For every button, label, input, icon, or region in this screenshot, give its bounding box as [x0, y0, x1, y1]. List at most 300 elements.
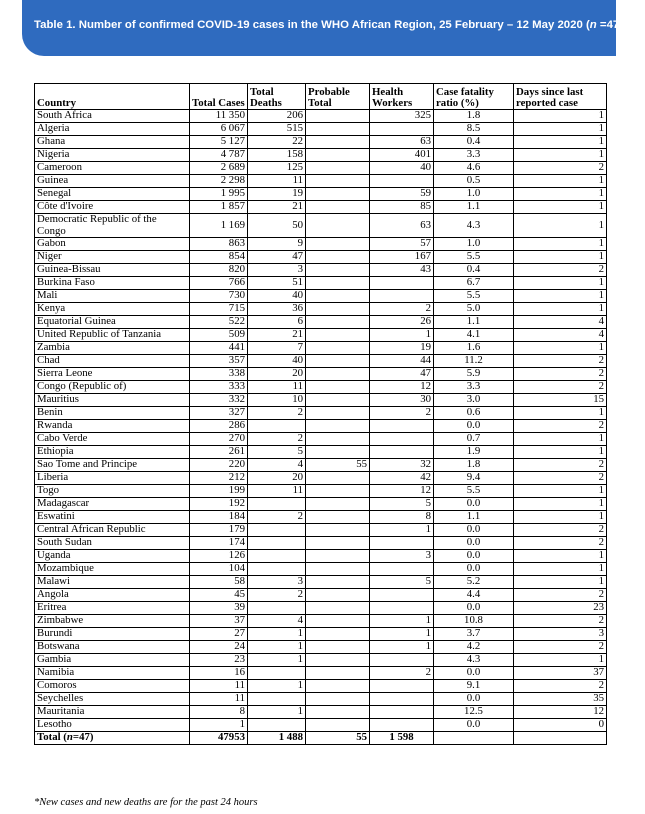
cell-country: Liberia	[35, 472, 190, 485]
cell-country: United Republic of Tanzania	[35, 329, 190, 342]
table-total-row	[35, 732, 607, 745]
cell-health-workers	[370, 563, 434, 576]
cell-country: Cameroon	[35, 162, 190, 175]
cell-days-since-last-case: 12	[514, 706, 607, 719]
covid-cases-table	[34, 83, 607, 745]
cell-country: Ghana	[35, 136, 190, 149]
cell-case-fatality-ratio: 0.0	[434, 537, 514, 550]
cell-case-fatality-ratio: 3.3	[434, 381, 514, 394]
cell-total-cases: 174	[190, 537, 248, 550]
cell-days-since-last-case: 1	[514, 277, 607, 290]
cell-probable-total	[306, 680, 370, 693]
cell-probable-total	[306, 654, 370, 667]
table-title: Table 1. Number of confirmed COVID-19 cases in the WHO African Region, 25 February – 12 May 2020 (n =47 953)	[34, 19, 645, 31]
header-total-deaths: Total Deaths	[248, 84, 306, 110]
cell-health-workers: 12	[370, 381, 434, 394]
table-row	[35, 433, 607, 446]
cell-total-deaths: 36	[248, 303, 306, 316]
cell-probable-total	[306, 329, 370, 342]
cell-probable-total	[306, 628, 370, 641]
header-probable-total: Probable Total	[306, 84, 370, 110]
cell-case-fatality-ratio: 5.5	[434, 290, 514, 303]
cell-probable-total	[306, 407, 370, 420]
cell-case-fatality-ratio: 8.5	[434, 123, 514, 136]
cell-country: Mozambique	[35, 563, 190, 576]
cell-total-cases: 24	[190, 641, 248, 654]
cell-total-cases: 4 787	[190, 149, 248, 162]
cell-country: Namibia	[35, 667, 190, 680]
cell-days-since-last-case: 1	[514, 201, 607, 214]
cell-total-deaths: 1	[248, 706, 306, 719]
cell-days-since-last-case: 2	[514, 368, 607, 381]
cell-case-fatality-ratio: 11.2	[434, 355, 514, 368]
cell-health-workers	[370, 693, 434, 706]
cell-total-cases: 5 127	[190, 136, 248, 149]
cell-case-fatality-ratio: 0.0	[434, 693, 514, 706]
cell-total-cases: 184	[190, 511, 248, 524]
cell-days-since-last-case: 1	[514, 303, 607, 316]
table-row	[35, 355, 607, 368]
cases-table-container	[34, 83, 606, 745]
cell-health-workers: 5	[370, 576, 434, 589]
cell-total-cases: 327	[190, 407, 248, 420]
cell-probable-total	[306, 602, 370, 615]
cell-health-workers: 44	[370, 355, 434, 368]
cell-health-workers: 40	[370, 162, 434, 175]
cell-country: Sierra Leone	[35, 368, 190, 381]
cell-probable-total	[306, 214, 370, 238]
cell-total-cases: 126	[190, 550, 248, 563]
cell-country: Madagascar	[35, 498, 190, 511]
cell-health-workers	[370, 420, 434, 433]
cell-health-workers	[370, 290, 434, 303]
cell-country: Central African Republic	[35, 524, 190, 537]
table-row	[35, 407, 607, 420]
cell-total-deaths: 4	[248, 459, 306, 472]
cell-case-fatality-ratio: 0.0	[434, 550, 514, 563]
cell-case-fatality-ratio: 1.0	[434, 188, 514, 201]
cell-total-deaths: 3	[248, 576, 306, 589]
cell-case-fatality-ratio: 0.0	[434, 719, 514, 732]
cell-probable-total	[306, 472, 370, 485]
table-header-row	[35, 84, 607, 110]
cell-probable-total	[306, 511, 370, 524]
cell-total-deaths: 3	[248, 264, 306, 277]
cell-total-cases: 854	[190, 251, 248, 264]
cell-total-cases: 179	[190, 524, 248, 537]
cell-health-workers: 63	[370, 136, 434, 149]
cell-case-fatality-ratio: 0.0	[434, 563, 514, 576]
cell-health-workers: 2	[370, 407, 434, 420]
total-deaths: 1 488	[248, 732, 306, 745]
cell-probable-total: 55	[306, 459, 370, 472]
cell-days-since-last-case: 1	[514, 136, 607, 149]
cell-days-since-last-case: 3	[514, 628, 607, 641]
table-row	[35, 654, 607, 667]
table-row	[35, 693, 607, 706]
cell-days-since-last-case: 2	[514, 615, 607, 628]
cell-probable-total	[306, 149, 370, 162]
cell-country: Cabo Verde	[35, 433, 190, 446]
table-row	[35, 706, 607, 719]
cell-days-since-last-case: 1	[514, 563, 607, 576]
cell-total-cases: 357	[190, 355, 248, 368]
cell-health-workers: 1	[370, 641, 434, 654]
cell-total-deaths: 9	[248, 238, 306, 251]
cell-total-deaths	[248, 550, 306, 563]
cell-total-cases: 37	[190, 615, 248, 628]
cell-days-since-last-case: 1	[514, 110, 607, 123]
cell-days-since-last-case: 2	[514, 459, 607, 472]
total-days-since	[514, 732, 607, 745]
cell-case-fatality-ratio: 1.6	[434, 342, 514, 355]
cell-total-deaths	[248, 420, 306, 433]
cell-country: Nigeria	[35, 149, 190, 162]
cell-country: Equatorial Guinea	[35, 316, 190, 329]
cell-probable-total	[306, 303, 370, 316]
cell-total-deaths: 206	[248, 110, 306, 123]
cell-country: Eritrea	[35, 602, 190, 615]
cell-probable-total	[306, 394, 370, 407]
cell-probable-total	[306, 201, 370, 214]
cell-case-fatality-ratio: 1.1	[434, 511, 514, 524]
cell-probable-total	[306, 188, 370, 201]
cell-days-since-last-case: 1	[514, 175, 607, 188]
cell-days-since-last-case: 2	[514, 472, 607, 485]
cell-days-since-last-case: 1	[514, 498, 607, 511]
cell-health-workers: 5	[370, 498, 434, 511]
cell-total-deaths: 20	[248, 472, 306, 485]
cell-case-fatality-ratio: 1.8	[434, 459, 514, 472]
cell-country: Gabon	[35, 238, 190, 251]
cell-total-deaths	[248, 602, 306, 615]
cell-probable-total	[306, 342, 370, 355]
cell-country: Zambia	[35, 342, 190, 355]
cell-health-workers	[370, 446, 434, 459]
cell-days-since-last-case: 1	[514, 238, 607, 251]
cell-total-deaths: 158	[248, 149, 306, 162]
cell-total-cases: 261	[190, 446, 248, 459]
table-row	[35, 201, 607, 214]
cell-total-cases: 286	[190, 420, 248, 433]
cell-health-workers	[370, 680, 434, 693]
cell-probable-total	[306, 524, 370, 537]
cell-health-workers	[370, 537, 434, 550]
table-row	[35, 524, 607, 537]
cell-total-cases: 6 067	[190, 123, 248, 136]
cell-country: Mauritius	[35, 394, 190, 407]
cell-total-deaths: 11	[248, 485, 306, 498]
cell-total-cases: 11	[190, 693, 248, 706]
table-row	[35, 511, 607, 524]
cell-health-workers: 57	[370, 238, 434, 251]
cell-total-deaths: 40	[248, 290, 306, 303]
cell-country: Algeria	[35, 123, 190, 136]
cell-days-since-last-case: 4	[514, 316, 607, 329]
cell-case-fatality-ratio: 3.7	[434, 628, 514, 641]
header-total-cases: Total Cases	[190, 84, 248, 110]
cell-case-fatality-ratio: 0.0	[434, 602, 514, 615]
cell-health-workers: 63	[370, 214, 434, 238]
cell-total-cases: 199	[190, 485, 248, 498]
cell-probable-total	[306, 485, 370, 498]
cell-total-cases: 730	[190, 290, 248, 303]
table-row	[35, 459, 607, 472]
cell-health-workers: 30	[370, 394, 434, 407]
cell-total-cases: 509	[190, 329, 248, 342]
table-row	[35, 719, 607, 732]
cell-days-since-last-case: 1	[514, 654, 607, 667]
cell-total-deaths: 19	[248, 188, 306, 201]
cell-days-since-last-case: 1	[514, 214, 607, 238]
cell-case-fatality-ratio: 5.5	[434, 485, 514, 498]
cell-total-cases: 104	[190, 563, 248, 576]
cell-country: South Sudan	[35, 537, 190, 550]
cell-total-deaths: 7	[248, 342, 306, 355]
table-row	[35, 628, 607, 641]
cell-country: Comoros	[35, 680, 190, 693]
cell-case-fatality-ratio: 6.7	[434, 277, 514, 290]
cell-health-workers: 8	[370, 511, 434, 524]
table-row	[35, 576, 607, 589]
cell-days-since-last-case: 1	[514, 342, 607, 355]
cell-health-workers: 59	[370, 188, 434, 201]
cell-days-since-last-case: 2	[514, 589, 607, 602]
cell-health-workers: 12	[370, 485, 434, 498]
cell-country: Seychelles	[35, 693, 190, 706]
cell-country: Uganda	[35, 550, 190, 563]
cell-days-since-last-case: 2	[514, 381, 607, 394]
table-row	[35, 537, 607, 550]
table-row	[35, 316, 607, 329]
cell-country: Burkina Faso	[35, 277, 190, 290]
table-row	[35, 123, 607, 136]
cell-probable-total	[306, 667, 370, 680]
cell-health-workers	[370, 433, 434, 446]
cell-total-deaths: 1	[248, 680, 306, 693]
cell-case-fatality-ratio: 0.6	[434, 407, 514, 420]
cell-country: South Africa	[35, 110, 190, 123]
cell-days-since-last-case: 1	[514, 149, 607, 162]
cell-days-since-last-case: 2	[514, 641, 607, 654]
cell-total-cases: 333	[190, 381, 248, 394]
cell-country: Chad	[35, 355, 190, 368]
cell-country: Congo (Republic of)	[35, 381, 190, 394]
cell-total-deaths: 1	[248, 628, 306, 641]
cell-total-deaths	[248, 524, 306, 537]
table-row	[35, 342, 607, 355]
total-health-workers: 1 598	[370, 732, 434, 745]
cell-days-since-last-case: 37	[514, 667, 607, 680]
cell-probable-total	[306, 238, 370, 251]
cell-probable-total	[306, 175, 370, 188]
table-row	[35, 303, 607, 316]
cell-probable-total	[306, 136, 370, 149]
cell-days-since-last-case: 4	[514, 329, 607, 342]
cell-total-deaths: 11	[248, 175, 306, 188]
table-row	[35, 550, 607, 563]
table-row	[35, 110, 607, 123]
cell-days-since-last-case: 2	[514, 355, 607, 368]
cell-days-since-last-case: 1	[514, 123, 607, 136]
cell-probable-total	[306, 550, 370, 563]
cell-total-cases: 11 350	[190, 110, 248, 123]
cell-probable-total	[306, 498, 370, 511]
cell-days-since-last-case: 1	[514, 433, 607, 446]
cell-total-deaths: 40	[248, 355, 306, 368]
cell-total-cases: 23	[190, 654, 248, 667]
cell-health-workers: 3	[370, 550, 434, 563]
header-case-fatality-ratio: Case fatality ratio (%)	[434, 84, 514, 110]
table-row	[35, 175, 607, 188]
cell-health-workers	[370, 719, 434, 732]
table-row	[35, 136, 607, 149]
cell-total-deaths: 47	[248, 251, 306, 264]
cell-total-deaths	[248, 693, 306, 706]
cell-total-deaths: 10	[248, 394, 306, 407]
cell-probable-total	[306, 420, 370, 433]
cell-health-workers: 325	[370, 110, 434, 123]
cell-country: Ethiopia	[35, 446, 190, 459]
cell-total-cases: 332	[190, 394, 248, 407]
cell-health-workers: 85	[370, 201, 434, 214]
cell-country: Senegal	[35, 188, 190, 201]
cell-country: Lesotho	[35, 719, 190, 732]
cell-days-since-last-case: 15	[514, 394, 607, 407]
cell-case-fatality-ratio: 9.4	[434, 472, 514, 485]
table-row	[35, 381, 607, 394]
title-banner	[22, 0, 645, 56]
cell-total-cases: 715	[190, 303, 248, 316]
footnote: *New cases and new deaths are for the past 24 hours	[34, 797, 258, 808]
cell-total-deaths: 2	[248, 407, 306, 420]
cell-case-fatality-ratio: 0.5	[434, 175, 514, 188]
cell-probable-total	[306, 277, 370, 290]
cell-probable-total	[306, 162, 370, 175]
cell-case-fatality-ratio: 0.7	[434, 433, 514, 446]
cell-probable-total	[306, 355, 370, 368]
cell-country: Democratic Republic of the Congo	[35, 214, 190, 238]
cell-total-deaths: 20	[248, 368, 306, 381]
cell-total-deaths: 4	[248, 615, 306, 628]
cell-total-deaths: 2	[248, 589, 306, 602]
cell-probable-total	[306, 589, 370, 602]
cell-case-fatality-ratio: 0.0	[434, 524, 514, 537]
table-row	[35, 420, 607, 433]
cell-probable-total	[306, 576, 370, 589]
cell-total-deaths: 2	[248, 433, 306, 446]
cell-case-fatality-ratio: 3.0	[434, 394, 514, 407]
cell-country: Côte d'Ivoire	[35, 201, 190, 214]
header-days-since-last-case: Days since last reported case	[514, 84, 607, 110]
cell-total-cases: 39	[190, 602, 248, 615]
cell-total-deaths: 21	[248, 329, 306, 342]
cell-country: Burundi	[35, 628, 190, 641]
cell-probable-total	[306, 719, 370, 732]
cell-days-since-last-case: 1	[514, 550, 607, 563]
total-case-fatality	[434, 732, 514, 745]
cell-health-workers: 401	[370, 149, 434, 162]
cell-probable-total	[306, 110, 370, 123]
cell-total-cases: 8	[190, 706, 248, 719]
table-row	[35, 641, 607, 654]
table-row	[35, 589, 607, 602]
cell-country: Eswatini	[35, 511, 190, 524]
table-row	[35, 214, 607, 238]
cell-total-deaths: 50	[248, 214, 306, 238]
cell-days-since-last-case: 2	[514, 420, 607, 433]
cell-total-cases: 16	[190, 667, 248, 680]
cell-health-workers	[370, 654, 434, 667]
cell-case-fatality-ratio: 4.3	[434, 214, 514, 238]
table-row	[35, 277, 607, 290]
cell-days-since-last-case: 35	[514, 693, 607, 706]
cell-days-since-last-case: 0	[514, 719, 607, 732]
table-row	[35, 251, 607, 264]
table-row	[35, 162, 607, 175]
cell-days-since-last-case: 2	[514, 680, 607, 693]
cell-total-deaths: 22	[248, 136, 306, 149]
cell-health-workers: 43	[370, 264, 434, 277]
cell-case-fatality-ratio: 4.6	[434, 162, 514, 175]
total-probable: 55	[306, 732, 370, 745]
cell-days-since-last-case: 2	[514, 162, 607, 175]
cell-case-fatality-ratio: 4.3	[434, 654, 514, 667]
table-row	[35, 498, 607, 511]
cell-health-workers: 47	[370, 368, 434, 381]
cell-case-fatality-ratio: 1.1	[434, 316, 514, 329]
cell-total-cases: 2 689	[190, 162, 248, 175]
cell-total-cases: 192	[190, 498, 248, 511]
cell-total-cases: 220	[190, 459, 248, 472]
cell-total-deaths: 515	[248, 123, 306, 136]
cell-country: Gambia	[35, 654, 190, 667]
header-health-workers: Health Workers	[370, 84, 434, 110]
cell-health-workers: 42	[370, 472, 434, 485]
cell-case-fatality-ratio: 0.0	[434, 498, 514, 511]
cell-total-deaths: 6	[248, 316, 306, 329]
cell-country: Niger	[35, 251, 190, 264]
table-row	[35, 329, 607, 342]
cell-total-cases: 338	[190, 368, 248, 381]
cell-probable-total	[306, 316, 370, 329]
header-country: Country	[35, 84, 190, 110]
cell-country: Zimbabwe	[35, 615, 190, 628]
cell-total-deaths	[248, 537, 306, 550]
table-row	[35, 149, 607, 162]
cell-case-fatality-ratio: 5.2	[434, 576, 514, 589]
cell-health-workers: 1	[370, 524, 434, 537]
cell-health-workers	[370, 706, 434, 719]
cell-total-deaths	[248, 563, 306, 576]
cell-case-fatality-ratio: 0.0	[434, 667, 514, 680]
cell-health-workers: 1	[370, 628, 434, 641]
cell-days-since-last-case: 1	[514, 485, 607, 498]
cell-case-fatality-ratio: 4.4	[434, 589, 514, 602]
cell-country: Guinea	[35, 175, 190, 188]
cell-probable-total	[306, 693, 370, 706]
cell-country: Rwanda	[35, 420, 190, 433]
cell-days-since-last-case: 2	[514, 264, 607, 277]
cell-country: Malawi	[35, 576, 190, 589]
cell-case-fatality-ratio: 4.2	[434, 641, 514, 654]
cell-country: Benin	[35, 407, 190, 420]
cell-country: Guinea-Bissau	[35, 264, 190, 277]
cell-probable-total	[306, 641, 370, 654]
cell-total-cases: 863	[190, 238, 248, 251]
cell-total-cases: 820	[190, 264, 248, 277]
cell-case-fatality-ratio: 5.5	[434, 251, 514, 264]
